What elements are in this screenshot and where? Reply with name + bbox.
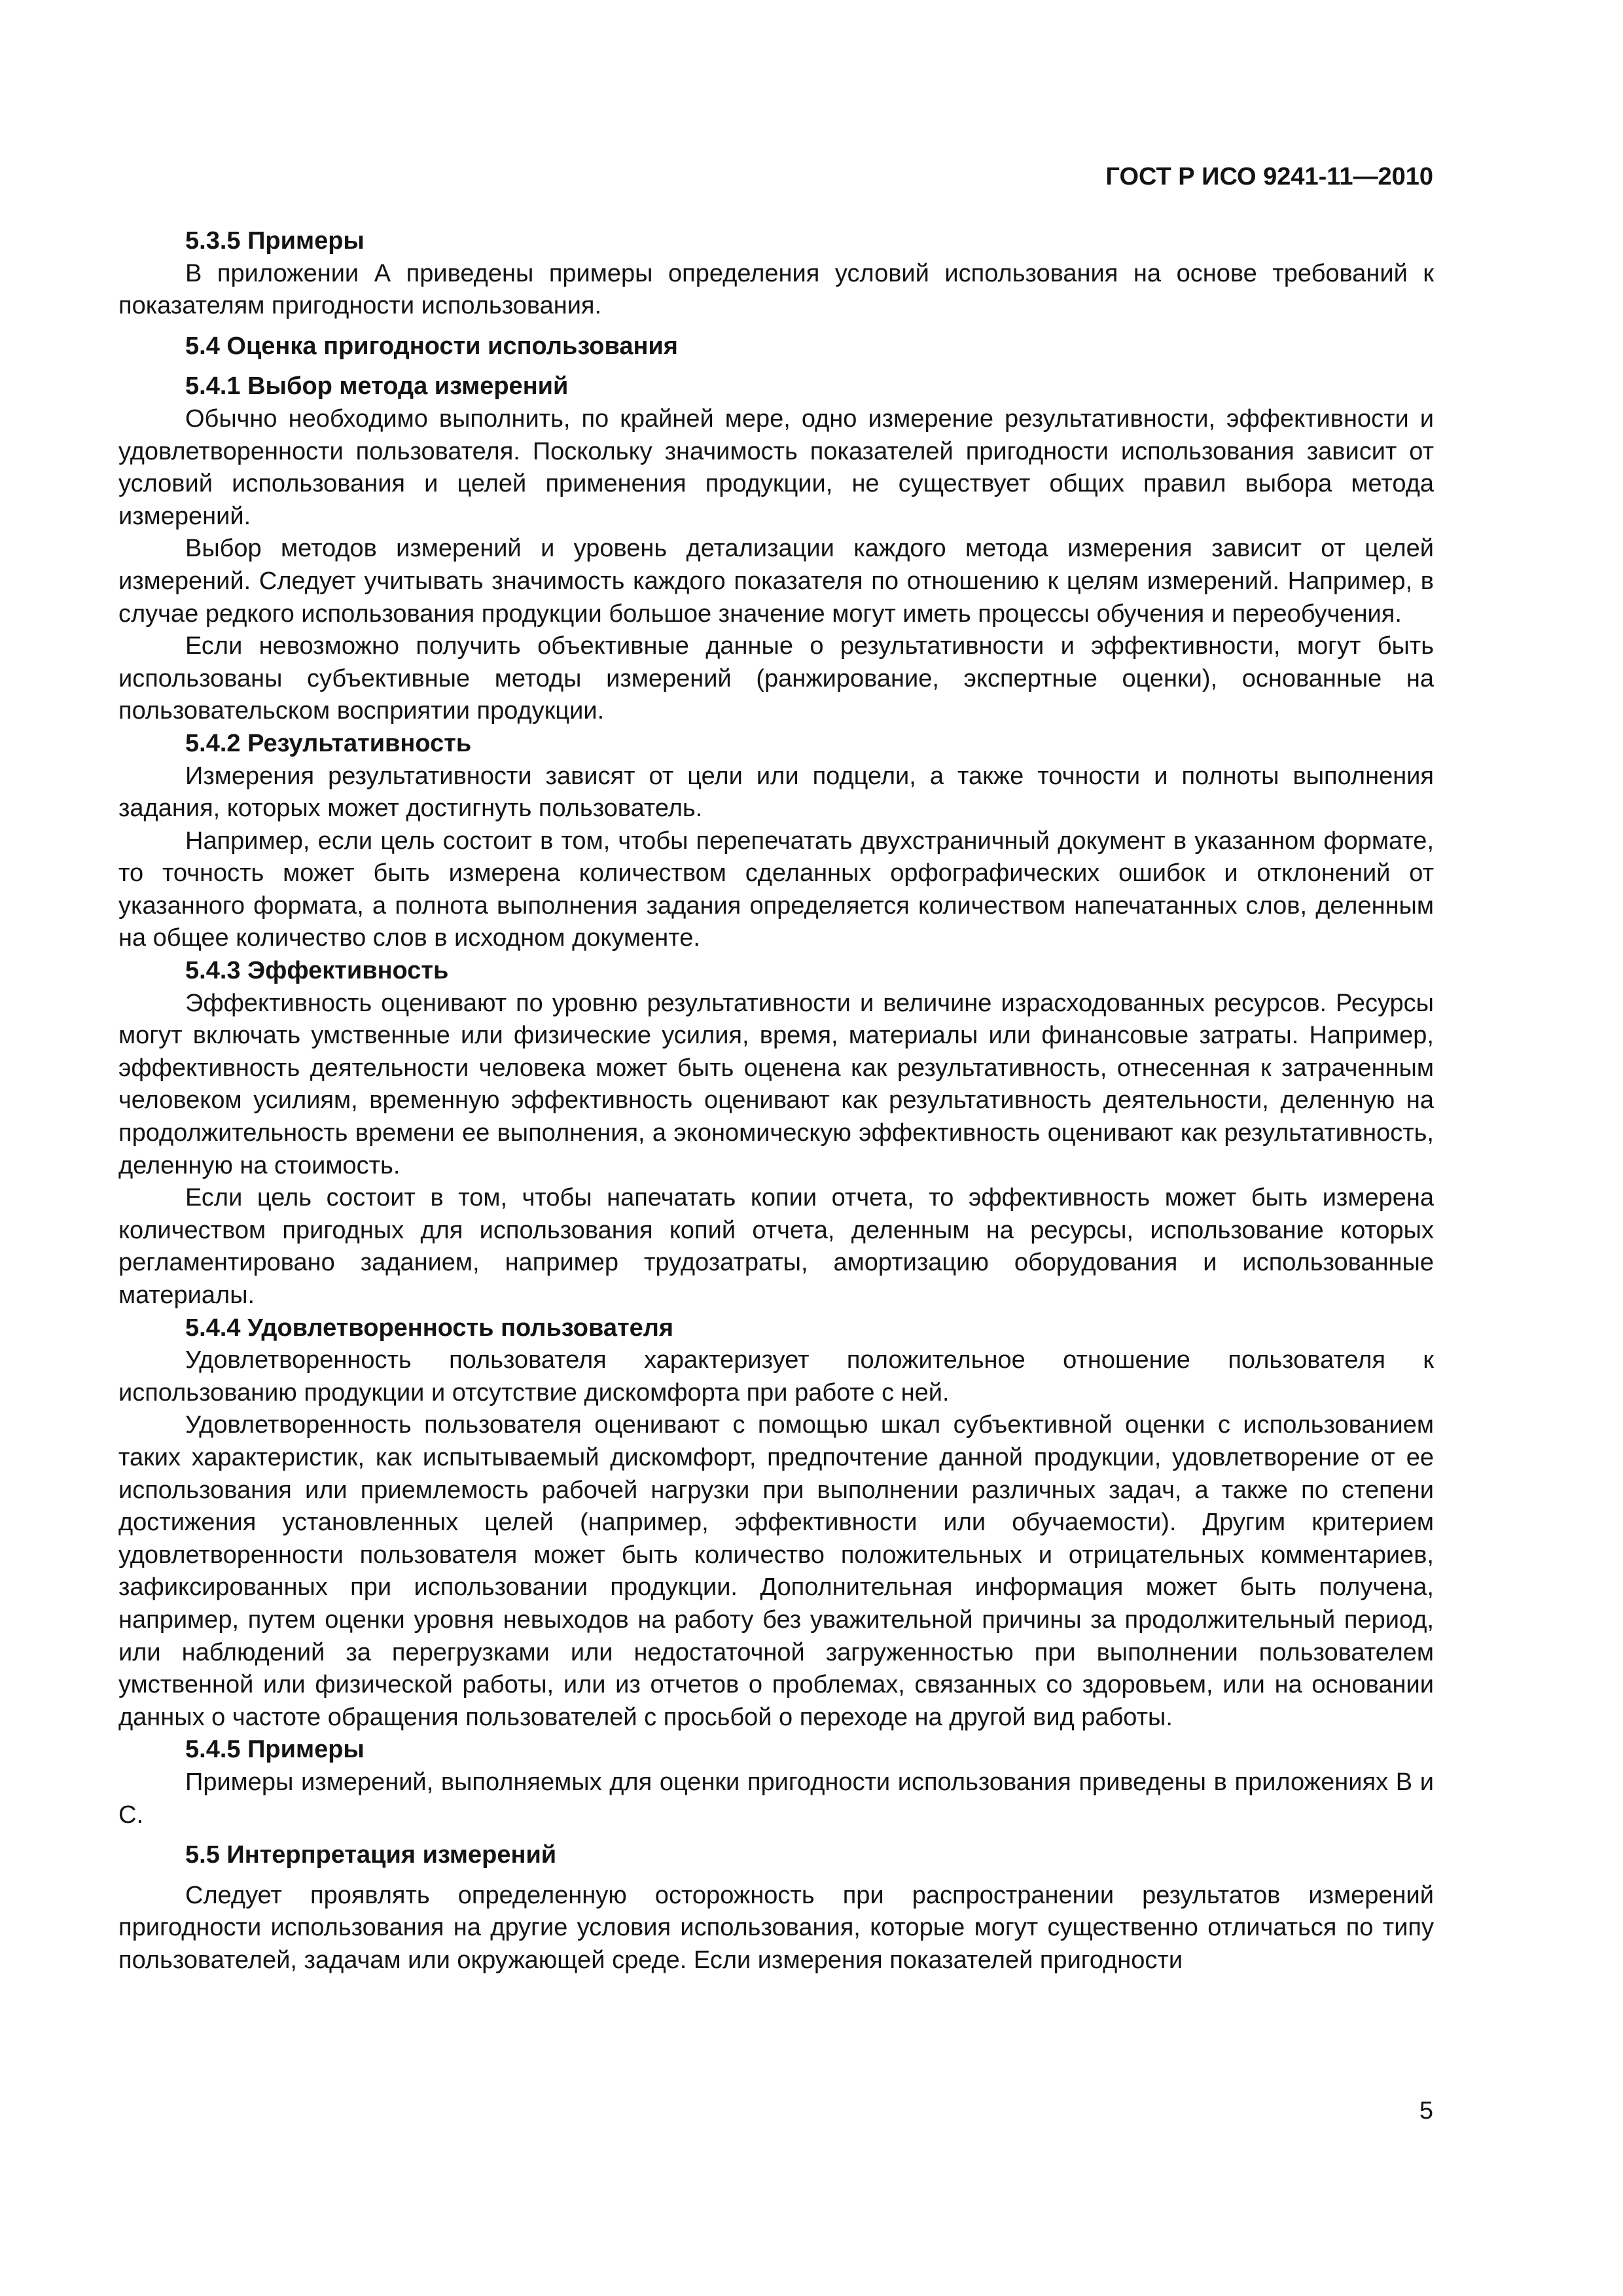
- section-heading: 5.4.2 Результативность: [185, 729, 472, 757]
- section-heading: 5.4 Оценка пригодности использования: [185, 332, 678, 360]
- paragraph: Например, если цель состоит в том, чтобы перепечатать двухстраничный документ в указанном формате, то точность может быть измерена количеством сделанных орфографических ошибок и отклонений от указанного формата, а полнота выполнения задания определяется количеством напечатанных слов, деленным на общее количество слов в исходном документе.: [118, 827, 1434, 952]
- section-heading: 5.4.5 Примеры: [185, 1736, 365, 1764]
- section-heading: 5.4.4 Удовлетворенность пользователя: [185, 1314, 674, 1342]
- section-heading: 5.3.5 Примеры: [185, 227, 365, 255]
- page-number: 5: [1419, 2097, 1433, 2125]
- document-body: [118, 225, 1434, 1977]
- paragraph: Удовлетворенность пользователя оценивают с помощью шкал субъективной оценки с использованием таких характеристик, как испытываемый дискомфорт, предпочтение данной продукции, удовлетворение от ее использования или приемлемость рабочей нагрузки при выполнении различных задач, а также по степени достижения установленных целей (например, эффективности или обучаемости). Другим критерием удовлетворенности пользователя может быть количество положительных и отрицательных комментариев, зафиксированных при использовании продукции. Дополнительная информация может быть получена, например, путем оценки уровня невыходов на работу без уважительной причины за продолжительный период, или наблюдений за перегрузками или недостаточной загруженностью при выполнении пользователем умственной или физической работы, или из отчетов о проблемах, связанных со здоровьем, или на основании данных о частоте обращения пользователей с просьбой о переходе на другой вид работы.: [118, 1411, 1434, 1731]
- section-heading: 5.4.1 Выбор метода измерений: [185, 372, 569, 401]
- paragraph: Если невозможно получить объективные данные о результативности и эффективности, могут быть использованы субъективные методы измерений (ранжирование, экспертные оценки), основанные на пользовательском восприятии продукции.: [118, 632, 1434, 725]
- paragraph: Выбор методов измерений и уровень детализации каждого метода измерения зависит от целей измерений. Следует учитывать значимость каждого показателя по отношению к целям измерений. Например, в случае редкого использования продукции большое значение могут иметь процессы обучения и переобучения.: [118, 535, 1434, 628]
- document-header: ГОСТ Р ИСО 9241-11—2010: [1105, 163, 1433, 190]
- paragraph: В приложении А приведены примеры определения условий использования на основе требований к показателям пригодности использования.: [118, 259, 1434, 320]
- section-heading: 5.4.3 Эффективность: [185, 957, 449, 985]
- paragraph: Удовлетворенность пользователя характеризует положительное отношение пользователя к использованию продукции и отсутствие дискомфорта при работе с ней.: [118, 1346, 1434, 1407]
- paragraph: Примеры измерений, выполняемых для оценки пригодности использования приведены в приложениях В и С.: [118, 1768, 1434, 1829]
- paragraph: Если цель состоит в том, чтобы напечатать копии отчета, то эффективность может быть измерена количеством пригодных для использования копий отчета, деленным на ресурсы, использование которых регламентировано заданием, например трудозатраты, амортизацию оборудования и использованные материалы.: [118, 1184, 1434, 1309]
- paragraph: Измерения результативности зависят от цели или подцели, а также точности и полноты выполнения задания, которых может достигнуть пользователь.: [118, 762, 1434, 823]
- paragraph: Эффективность оценивают по уровню результативности и величине израсходованных ресурсов. Ресурсы могут включать умственные или физические усилия, время, материалы или финансовые затраты. Например, эффективность деятельности человека может быть оценена как результативность, отнесенная к затраченным человеком усилиям, временную эффективность оценивают как результативность деятельности, деленную на продолжительность времени ее выполнения, а экономическую эффективность оценивают как результативность, деленную на стоимость.: [118, 989, 1434, 1179]
- paragraph: Обычно необходимо выполнить, по крайней мере, одно измерение результативности, эффективности и удовлетворенности пользователя. Поскольку значимость показателей пригодности использования зависит от условий использования и целей применения продукции, не существует общих правил выбора метода измерений.: [118, 404, 1434, 530]
- paragraph: Следует проявлять определенную осторожность при распространении результатов измерений пригодности использования на другие условия использования, которые могут существенно отличаться по типу пользователей, задачам или окружающей среде. Если измерения показателей пригодности: [118, 1881, 1434, 1974]
- section-heading: 5.5 Интерпретация измерений: [185, 1841, 557, 1869]
